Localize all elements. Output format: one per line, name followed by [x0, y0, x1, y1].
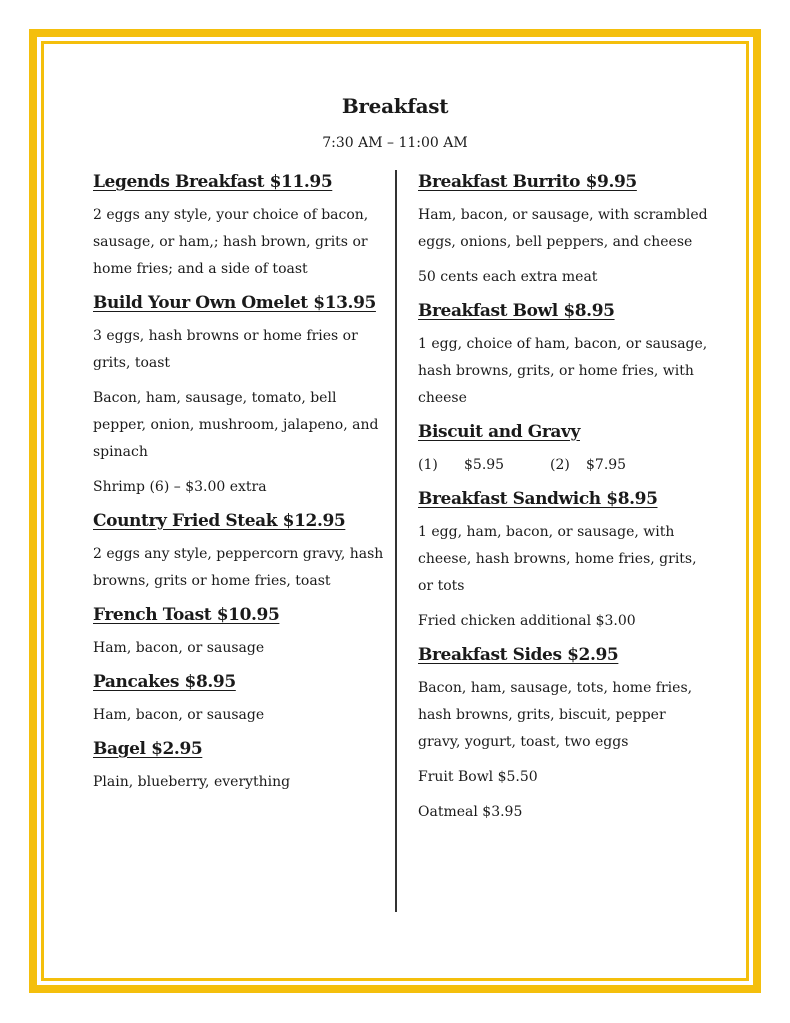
oatmeal: Oatmeal $3.95: [418, 804, 523, 820]
fried-steak-desc: 2 eggs any style, peppercorn gravy, hash browns, grits or home fries, toast: [93, 546, 384, 589]
french-toast-desc: Ham, bacon, or sausage: [93, 640, 265, 656]
french-toast-heading: French Toast $10.95: [93, 605, 280, 625]
right-column: [418, 170, 710, 826]
biscuit-heading: Biscuit and Gravy: [418, 422, 580, 442]
sides-heading: Breakfast Sides $2.95: [418, 645, 619, 665]
burrito-heading: Breakfast Burrito $9.95: [418, 172, 637, 192]
omelet-desc: 3 eggs, hash browns or home fries or grits, toast: [93, 328, 358, 371]
menu-hours: 7:30 AM – 11:00 AM: [322, 135, 468, 151]
pancakes-desc: Ham, bacon, or sausage: [93, 707, 265, 723]
sandwich-extra: Fried chicken additional $3.00: [418, 613, 636, 629]
sandwich-desc: 1 egg, ham, bacon, or sausage, with cheese, hash browns, home fries, grits, or tots: [418, 524, 697, 594]
legends-breakfast-desc: 2 eggs any style, your choice of bacon, sausage, or ham,; hash brown, grits or home fries; and a side of toast: [93, 207, 369, 277]
biscuit-opt2-label: (2): [550, 457, 570, 473]
menu-title: Breakfast: [341, 94, 449, 118]
left-column: [93, 170, 385, 796]
biscuit-prices: [418, 452, 710, 479]
bowl-heading: Breakfast Bowl $8.95: [418, 301, 615, 321]
fruit-bowl: Fruit Bowl $5.50: [418, 769, 538, 785]
omelet-extra: Shrimp (6) – $3.00 extra: [93, 479, 267, 495]
biscuit-opt1-label: (1): [418, 457, 438, 473]
biscuit-opt2-price: $7.95: [586, 457, 627, 473]
burrito-extra: 50 cents each extra meat: [418, 269, 598, 285]
legends-breakfast-heading: Legends Breakfast $11.95: [93, 172, 333, 192]
bowl-desc: 1 egg, choice of ham, bacon, or sausage, hash browns, grits, or home fries, with cheese: [418, 336, 708, 406]
sandwich-heading: Breakfast Sandwich $8.95: [418, 489, 658, 509]
pancakes-heading: Pancakes $8.95: [93, 672, 236, 692]
omelet-heading: Build Your Own Omelet $13.95: [93, 293, 376, 313]
biscuit-opt1-price: $5.95: [464, 457, 505, 473]
fried-steak-heading: Country Fried Steak $12.95: [93, 511, 346, 531]
burrito-desc: Ham, bacon, or sausage, with scrambled eggs, onions, bell peppers, and cheese: [418, 207, 708, 250]
sides-desc: Bacon, ham, sausage, tots, home fries, hash browns, grits, biscuit, pepper gravy, yogurt, toast, two eggs: [418, 680, 693, 750]
column-divider: [395, 170, 397, 912]
omelet-fillings: Bacon, ham, sausage, tomato, bell pepper, onion, mushroom, jalapeno, and spinach: [93, 390, 379, 460]
bagel-desc: Plain, blueberry, everything: [93, 774, 291, 790]
bagel-heading: Bagel $2.95: [93, 739, 203, 759]
